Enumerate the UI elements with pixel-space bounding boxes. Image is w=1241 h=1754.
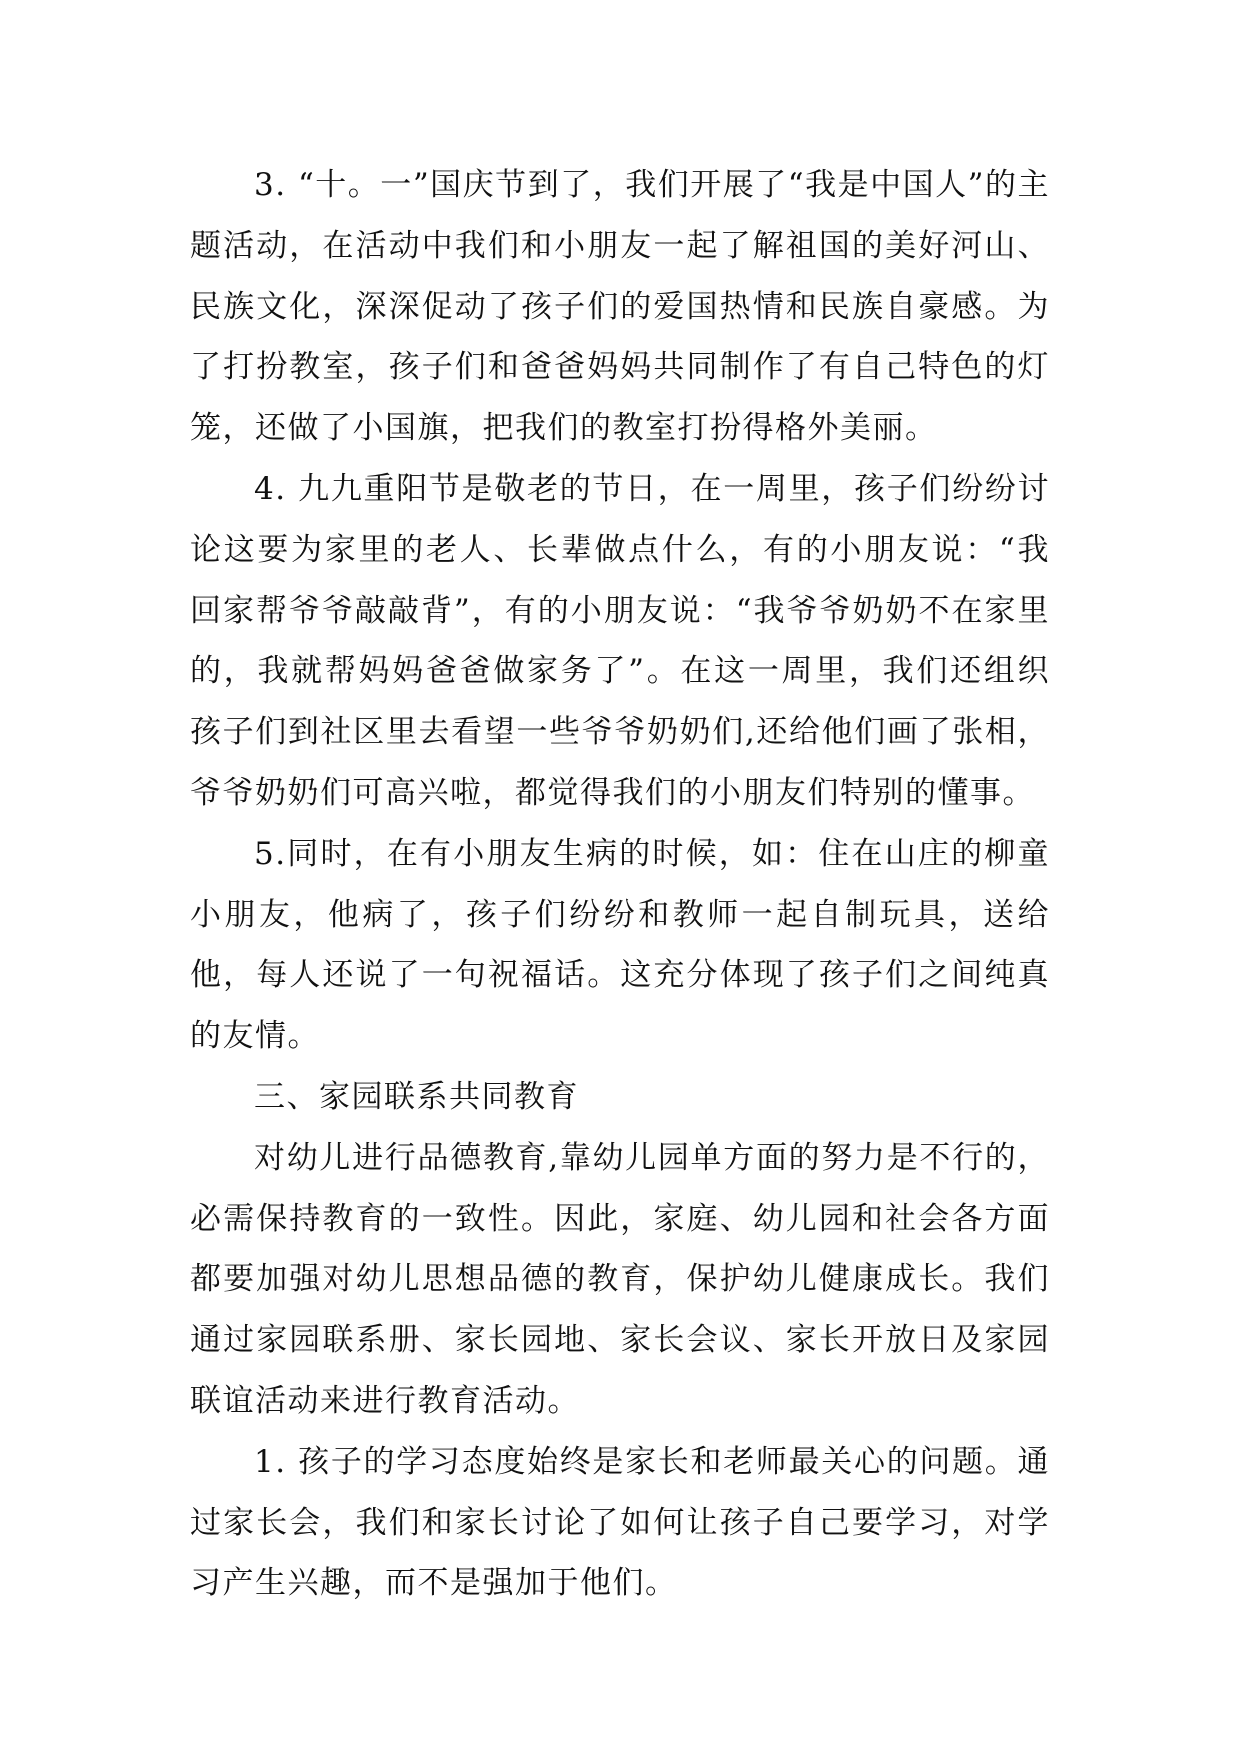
- paragraph-learning-attitude: 1. 孩子的学习态度始终是家长和老师最关心的问题。通过家长会，我们和家长讨论了如何让孩子自己要学习，对学习产生兴趣，而不是强加于他们。: [190, 1443, 1050, 1602]
- paragraph-home-school: 对幼儿进行品德教育,靠幼儿园单方面的努力是不行的，必需保持教育的一致性。因此，家庭、幼儿园和社会各方面都要加强对幼儿思想品德的教育，保护幼儿健康成长。我们通过家园联系册、家长园地、家长会议、家长开放日及家园联谊活动来进行教育活动。: [190, 1139, 1050, 1419]
- paragraph-national-day: 3. “十。一”国庆节到了，我们开展了“我是中国人”的主题活动，在活动中我们和小朋友一起了解祖国的美好河山、民族文化，深深促动了孩子们的爱国热情和民族自豪感。为了打扮教室，孩子们和爸爸妈妈共同制作了有自己特色的灯笼，还做了小国旗，把我们的教室打扮得格外美丽。: [190, 167, 1050, 447]
- paragraph-friendship: 5.同时，在有小朋友生病的时候，如：住在山庄的柳童小朋友，他病了，孩子们纷纷和教师一起自制玩具，送给他，每人还说了一句祝福话。这充分体现了孩子们之间纯真的友情。: [190, 835, 1050, 1055]
- paragraph-double-ninth: 4. 九九重阳节是敬老的节日，在一周里，孩子们纷纷讨论这要为家里的老人、长辈做点什么，有的小朋友说：“我回家帮爷爷敲敲背”，有的小朋友说：“我爷爷奶奶不在家里的，我就帮妈妈爸爸做家务了”。在这一周里，我们还组织孩子们到社区里去看望一些爷爷奶奶们,还给他们画了张相，爷爷奶奶们可高兴啦，都觉得我们的小朋友们特别的懂事。: [190, 470, 1050, 811]
- section-heading: 三、家园联系共同教育: [254, 1078, 579, 1115]
- document-body: [190, 155, 1050, 1614]
